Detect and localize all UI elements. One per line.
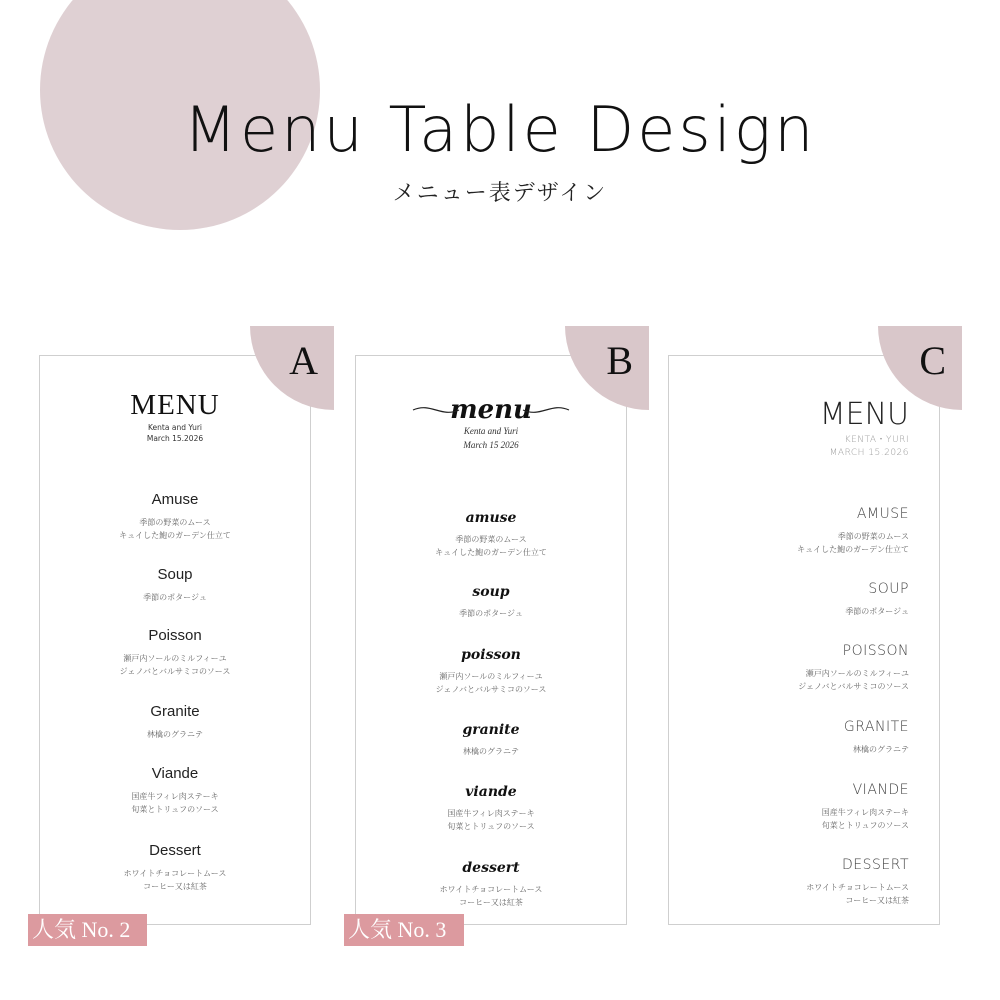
couple-names: Kenta and Yuri — [148, 423, 202, 432]
course-name: granite — [462, 722, 520, 738]
course-desc: ジェノバとバルサミコのソース — [119, 667, 231, 676]
course-desc: コーヒー又は紅茶 — [459, 898, 523, 907]
course-name: GRANITE — [843, 719, 909, 735]
course-poisson — [689, 641, 909, 693]
card-header — [40, 388, 310, 444]
course-desc: キュイした鮑のガーデン仕立て — [797, 545, 909, 554]
course-desc: 季節のポタージュ — [143, 593, 207, 602]
course-viande — [689, 780, 909, 832]
course-name: dessert — [462, 860, 520, 876]
course-desc: 季節の野菜のムース — [837, 532, 909, 541]
card-letter: C — [919, 338, 946, 383]
course-desc: 国産牛フィレ肉ステーキ — [447, 809, 535, 818]
course-desc: 林檎のグラニテ — [463, 747, 519, 756]
card-title: MENU — [130, 389, 220, 421]
course-desc: 季節の野菜のムース — [455, 535, 527, 544]
course-desc: 国産牛フィレ肉ステーキ — [821, 808, 909, 817]
page-subtitle: メニュー表デザイン — [392, 181, 608, 206]
card-letter: A — [289, 338, 318, 383]
course-viande — [40, 764, 310, 816]
menu-card-a — [39, 355, 311, 925]
course-desc: 季節のポタージュ — [459, 609, 523, 618]
course-name: poisson — [461, 647, 521, 663]
course-soup — [356, 582, 626, 620]
course-name: Poisson — [148, 627, 202, 644]
course-desc: キュイした鮑のガーデン仕立て — [119, 531, 231, 540]
course-name: amuse — [465, 510, 517, 526]
event-date: MARCH 15.2026 — [829, 448, 909, 458]
course-name: Granite — [150, 703, 200, 720]
course-granite — [356, 720, 626, 758]
menu-card-c — [668, 355, 940, 925]
course-soup — [689, 579, 909, 618]
course-desc: 国産牛フィレ肉ステーキ — [131, 792, 219, 801]
popularity-badge: 人気 No. 2 — [28, 914, 147, 946]
course-name: SOUP — [868, 581, 909, 597]
course-desc: ジェノバとバルサミコのソース — [435, 685, 547, 694]
course-desc: 瀬戸内ソールのミルフィーユ — [123, 654, 227, 663]
course-poisson — [40, 626, 310, 678]
course-granite — [40, 702, 310, 741]
course-viande — [356, 782, 626, 833]
course-name: Viande — [151, 765, 199, 782]
event-date: March 15 2026 — [463, 440, 519, 450]
page-title: Menu Table Design — [183, 93, 817, 166]
card-title: menu — [450, 395, 532, 425]
course-dessert — [689, 855, 909, 907]
course-dessert — [356, 858, 626, 909]
course-name: Soup — [157, 566, 193, 583]
course-desc: ジェノバとバルサミコのソース — [798, 682, 909, 691]
menu-card-b — [355, 355, 627, 925]
course-name: VIANDE — [852, 782, 909, 798]
course-name: Dessert — [149, 842, 201, 859]
course-amuse — [356, 508, 626, 559]
course-amuse — [40, 490, 310, 542]
course-amuse — [689, 504, 909, 556]
course-desc: 林檎のグラニテ — [147, 730, 203, 739]
course-desc: コーヒー又は紅茶 — [845, 896, 909, 905]
course-desc: 瀬戸内ソールのミルフィーユ — [805, 669, 909, 678]
event-date: March 15.2026 — [146, 434, 204, 443]
course-desc: コーヒー又は紅茶 — [143, 882, 207, 891]
course-desc: 旬菜とトリュフのソース — [131, 805, 219, 814]
card-header — [820, 396, 909, 460]
course-name: AMUSE — [856, 506, 909, 522]
course-desc: 林檎のグラニテ — [853, 745, 909, 754]
course-dessert — [40, 841, 310, 893]
course-poisson — [356, 645, 626, 696]
popularity-badge: 人気 No. 3 — [344, 914, 464, 946]
course-desc: キュイした鮑のガーデン仕立て — [435, 548, 547, 557]
couple-names: Kenta and Yuri — [463, 426, 519, 436]
course-name: Amuse — [151, 491, 199, 508]
course-desc: 旬菜とトリュフのソース — [821, 821, 909, 830]
course-name: soup — [472, 584, 510, 600]
course-name: POISSON — [842, 643, 909, 659]
course-desc: ホワイトチョコレートムース — [123, 869, 227, 878]
course-granite — [689, 717, 909, 756]
course-desc: ホワイトチョコレートムース — [806, 883, 909, 892]
course-desc: 季節のポタージュ — [845, 607, 909, 616]
card-header — [356, 396, 626, 452]
couple-names: KENTA・YURI — [844, 435, 909, 445]
course-desc: 季節の野菜のムース — [139, 518, 211, 527]
card-letter: B — [606, 338, 633, 383]
course-soup — [40, 565, 310, 604]
course-name: viande — [465, 784, 517, 800]
course-desc: 瀬戸内ソールのミルフィーユ — [439, 672, 543, 681]
card-title: MENU — [819, 397, 909, 432]
course-name: DESSERT — [841, 857, 909, 873]
course-desc: ホワイトチョコレートムース — [439, 885, 543, 894]
course-desc: 旬菜とトリュフのソース — [447, 822, 535, 831]
